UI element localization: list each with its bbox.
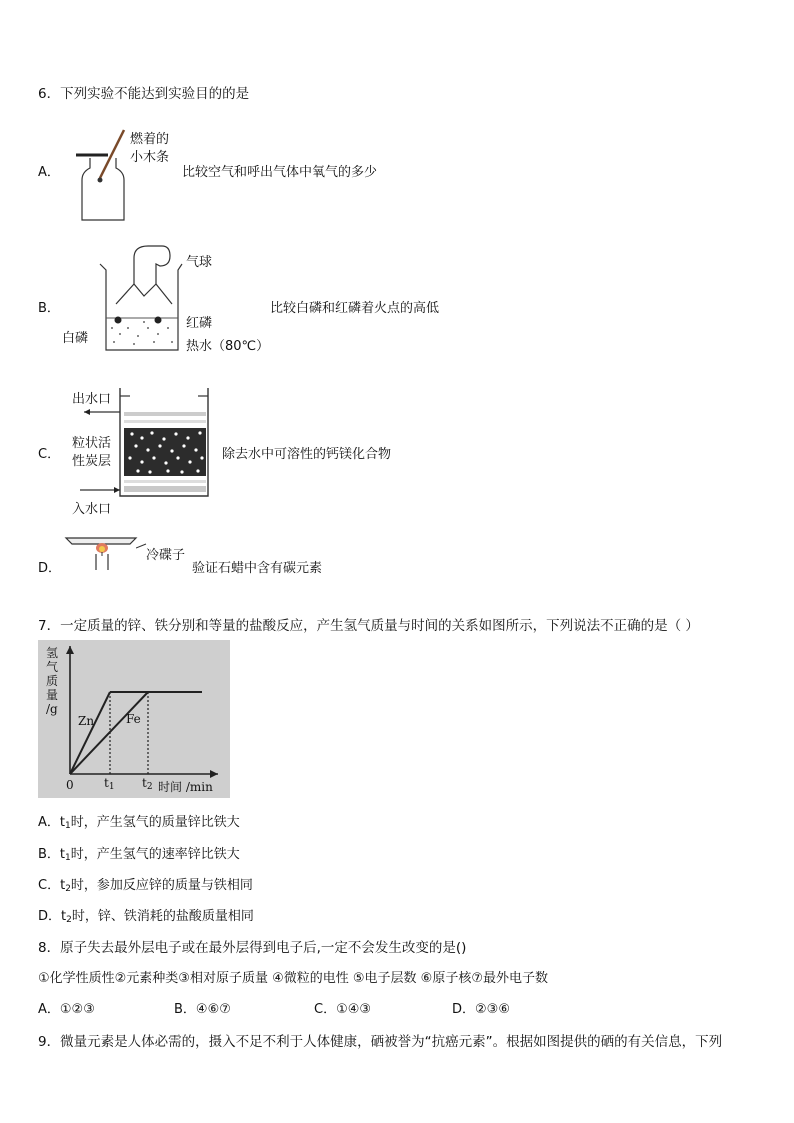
- q7-option-b: B．$t_1$时，产生氢气的速率锌比铁大: [38, 847, 240, 863]
- q6-option-c-desc: 除去水中可溶性的钙镁化合物: [222, 447, 392, 462]
- hot-water-label: 热水（80℃）: [186, 339, 270, 354]
- white-phosphorus-label: 白磷: [62, 331, 89, 346]
- candle-dish-diagram: [64, 534, 144, 572]
- q6-option-a-desc: 比较空气和呼出气体中氧气的多少: [182, 165, 378, 180]
- q6-option-b-letter: B．: [38, 301, 60, 316]
- q7-option-a: A．$t_1$时，产生氢气的质量锌比铁大: [38, 815, 240, 831]
- ylabel-char: 量: [46, 688, 59, 702]
- burning-stick-label-1: 燃着的: [130, 132, 170, 147]
- beaker-phosphorus-diagram: [98, 244, 184, 354]
- burning-stick-label-2: 小木条: [130, 150, 170, 165]
- graph-origin-label: 0: [66, 778, 74, 792]
- q8-items: ①化学性质性②元素种类③相对原子质量 ④微粒的电性 ⑤电子层数 ⑥原子核⑦最外电子数: [38, 971, 548, 986]
- ylabel-char: 氢: [46, 646, 59, 660]
- q7-stem: 7．一定质量的锌、铁分别和等量的盐酸反应，产生氢气质量与时间的关系如图所示，下列说法不正确的是（ ）: [38, 618, 699, 634]
- ylabel-char: 质: [46, 674, 59, 688]
- q6-option-b-desc: 比较白磷和红磷着火点的高低: [270, 301, 440, 316]
- q8-option-d: D．②③⑥: [452, 1002, 510, 1017]
- ylabel-char: 气: [46, 660, 59, 674]
- q6-option-a-letter: A．: [38, 165, 60, 180]
- q7-option-d: D．$t_2$时，锌、铁消耗的盐酸质量相同: [38, 909, 254, 925]
- bottle-with-stick-diagram: [72, 128, 134, 223]
- q8-option-b: B．④⑥⑦: [174, 1002, 231, 1017]
- graph-xlabel: 时间 /min: [158, 780, 213, 794]
- hydrogen-time-graph: [38, 640, 230, 798]
- q6-stem: 6．下列实验不能达到实验目的的是: [38, 86, 250, 102]
- q7-option-c: C．$t_2$时，参加反应锌的质量与铁相同: [38, 878, 253, 894]
- activated-carbon-label-2: 性炭层: [72, 454, 112, 469]
- q8-option-c: C．①④③: [314, 1002, 372, 1017]
- ylabel-char: /g: [46, 702, 58, 716]
- graph-ylabel: [46, 646, 58, 716]
- t2-tick-label: $t_2$: [142, 776, 153, 792]
- balloon-label: 气球: [186, 255, 213, 270]
- water-inlet-label: 入水口: [72, 502, 112, 517]
- red-phosphorus-label: 红磷: [186, 316, 213, 331]
- fe-line-label: Fe: [126, 712, 141, 726]
- q9-stem: 9．微量元素是人体必需的，摄入不足不利于人体健康，硒被誉为“抗癌元素”。根据如图提供的硒的有关信息，下列: [38, 1034, 723, 1050]
- q6-option-c-letter: C．: [38, 447, 61, 462]
- water-outlet-label: 出水口: [72, 392, 112, 407]
- q8-option-a: A．①②③: [38, 1002, 95, 1017]
- q8-stem: 8．原子失去最外层电子或在最外层得到电子后,一定不会发生改变的是(): [38, 940, 467, 956]
- q6-option-d-desc: 验证石蜡中含有碳元素: [192, 561, 323, 576]
- t1-tick-label: $t_1$: [104, 776, 115, 792]
- q6-option-d-letter: D．: [38, 561, 62, 576]
- activated-carbon-label-1: 粒状活: [72, 436, 112, 451]
- cold-dish-label: 冷碟子: [146, 548, 186, 563]
- zn-line-label: Zn: [78, 714, 95, 728]
